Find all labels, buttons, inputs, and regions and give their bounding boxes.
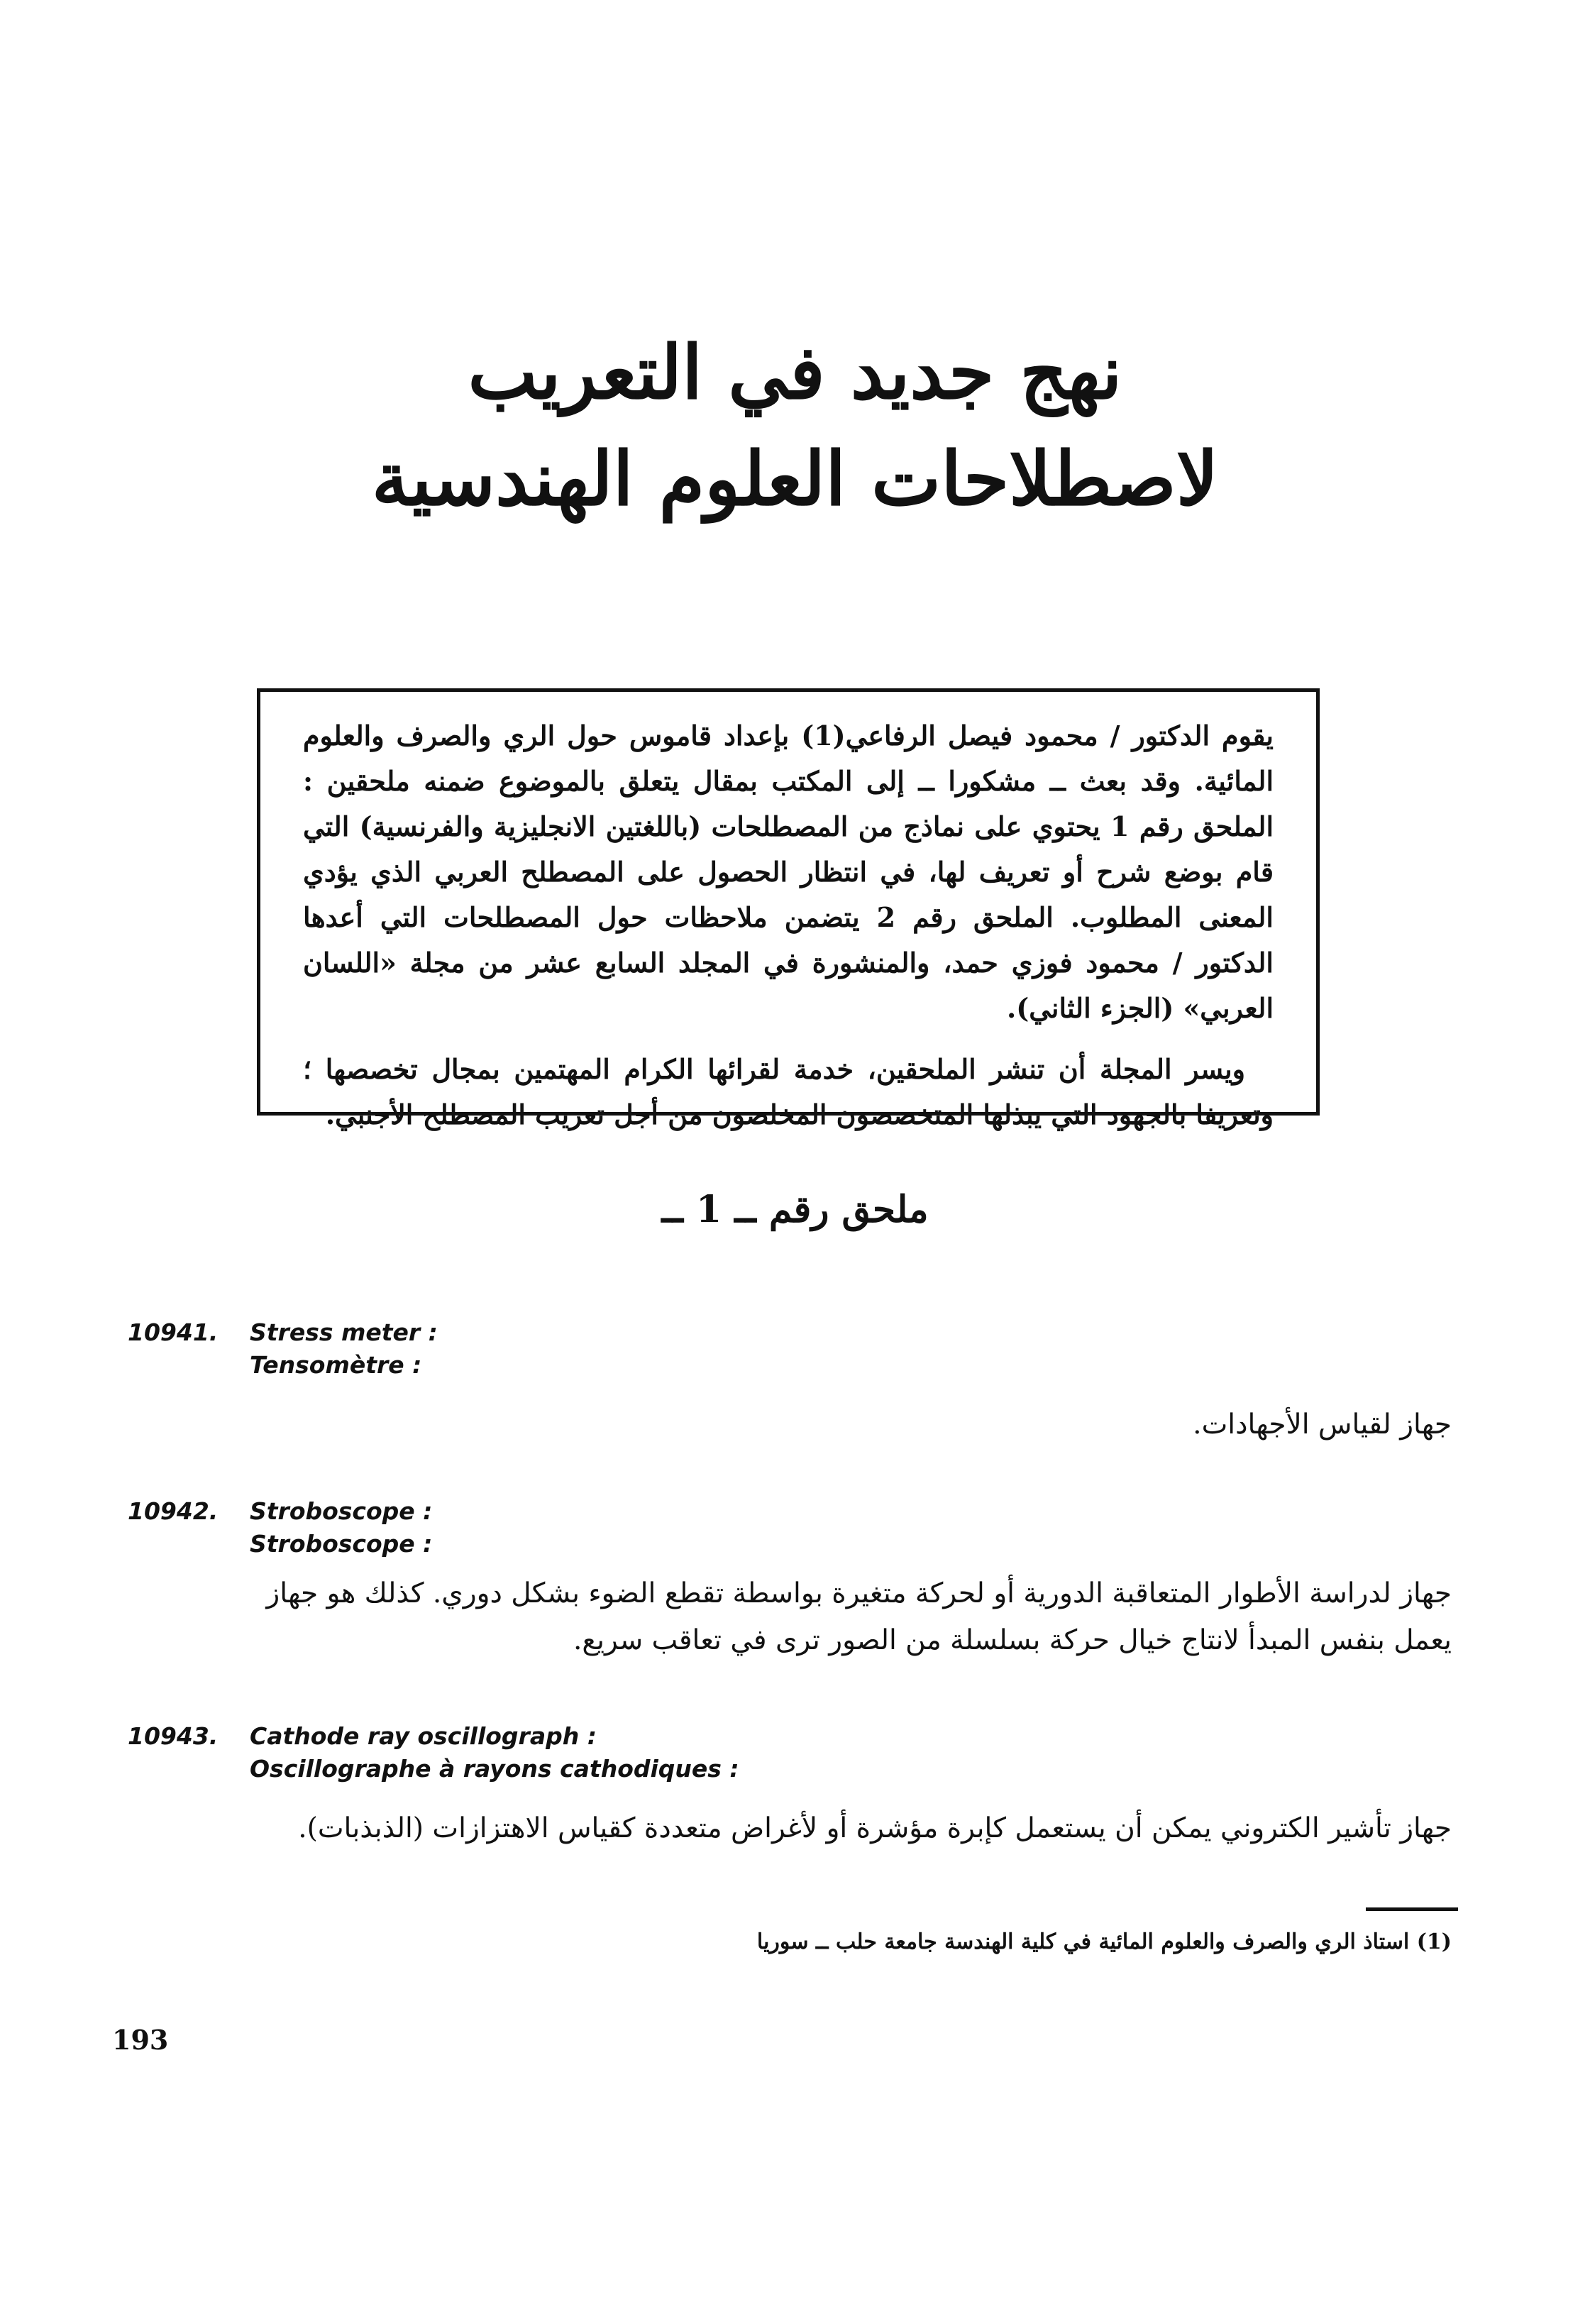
entry-number: 10941. xyxy=(128,1318,219,1346)
entry-english-term: Stress meter : xyxy=(250,1318,438,1346)
page-number: 193 xyxy=(112,2024,169,2056)
entry-number: 10942. xyxy=(128,1497,219,1525)
intro-paragraph-1: يقوم الدكتور / محمود فيصل الرفاعي(1) بإعداد قاموس حول الري والصرف والعلوم المائية. وقد بعث ــ مشكورا ــ إلى المكتب بمقال يتعلق بالموضوع ضمنه ملحقين : الملحق رقم 1 يحتوي على نماذج من المصطلحات (باللغتين الانجليزية والفرنسية) التي قام بوضع شرح أو تعريف لها، في انتظار الحصول على المصطلح العربي الذي يؤدي المعنى المطلوب. الملحق رقم 2 يتضمن ملاحظات حول المصطلحات التي أعدها الدكتور / محمود فوزي حمد، والمنشورة في المجلد السابع عشر من مجلة «اللسان العربي» (الجزء الثاني). xyxy=(303,720,1274,1024)
title-line-1: نهج جديد في التعريب xyxy=(468,329,1122,416)
footnote-divider xyxy=(1366,1907,1458,1911)
entry-english-term: Stroboscope : xyxy=(250,1497,433,1525)
intro-box xyxy=(257,688,1320,1130)
entry-terms xyxy=(250,1720,739,1785)
entry-french-term: Oscillographe à rayons cathodiques : xyxy=(250,1755,739,1783)
article-title xyxy=(0,319,1590,532)
entry-french-term: Tensomètre : xyxy=(250,1351,422,1379)
entry-french-term: Stroboscope : xyxy=(250,1530,433,1558)
entry-terms xyxy=(250,1316,438,1382)
entry-definition: جهاز لقياس الأجهادات. xyxy=(1193,1409,1452,1441)
entry-definition: جهاز لدراسة الأطوار المتعاقبة الدورية أو لحركة متغيرة بواسطة تقطع الضوء بشكل دوري. كذلك هو جهاز يعمل بنفس المبدأ لانتاج خيال حركة بسلسلة من الصور ترى في تعاقب سريع. xyxy=(266,1577,1452,1656)
annex-heading: ملحق رقم ــ 1 ــ xyxy=(661,1188,929,1231)
entry-number: 10943. xyxy=(128,1722,219,1750)
entry-terms xyxy=(250,1495,432,1560)
title-line-2: لاصطلاحات العلوم الهندسية xyxy=(371,435,1219,522)
footnote: (1) استاذ الري والصرف والعلوم المائية في كلية الهندسة جامعة حلب ــ سوريا xyxy=(756,1929,1452,1954)
entry-definition: جهاز تأشير الكتروني يمكن أن يستعمل كإبرة مؤشرة أو لأغراض متعددة كقياس الاهتزازات (الذبذبات). xyxy=(298,1812,1452,1844)
intro-paragraph-2: ويسر المجلة أن تنشر الملحقين، خدمة لقرائها الكرام المهتمين بمجال تخصصها ؛ وتعريفا بالجهود التي يبذلها المتخصصون المخلصون من أجل تعريب المصطلح الأجنبي. xyxy=(303,1053,1274,1130)
entry-english-term: Cathode ray oscillograph : xyxy=(250,1722,597,1750)
